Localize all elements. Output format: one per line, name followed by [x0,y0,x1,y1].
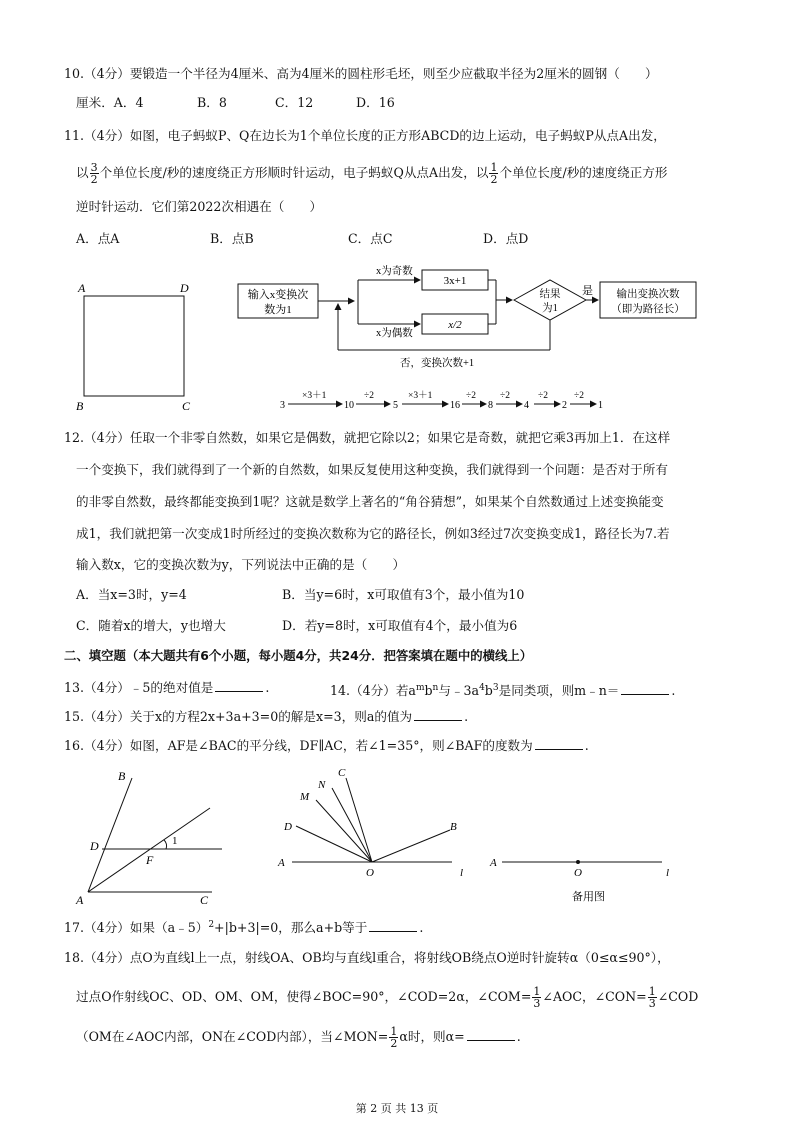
fig18-label-n: N [318,779,326,791]
q18-line3-post: α时，则α= [399,1029,465,1044]
fig16-label-d: D [90,839,99,853]
q14-sup2: n [432,683,439,693]
q13-text: 13.（4分）﹣5的绝对值是 [64,680,214,695]
q12-line5: 输入数x，它的变换次数为y，下列说法中正确的是（ ） [76,557,406,572]
square-label-a: A [78,281,86,295]
q12-line1: 12.（4分）任取一个非零自然数，如果它是偶数，就把它除以2；如果它是奇数，就把它乘3再加上1．在这样 [64,430,671,445]
q18-fracA-den: 3 [533,997,541,1010]
q10-line2 [76,95,143,111]
chain-num-5: 4 [524,400,529,411]
flow-input-line2: 数为1 [264,304,292,316]
fig16-label-a: A [76,893,84,907]
spare-label-a: A [490,857,497,869]
chain-op-1: ÷2 [364,391,374,401]
q17-pre: 17.（4分）如果（a﹣5） [64,920,209,936]
flow-input-line1: 输入x变换次 [247,289,309,301]
q18-fracA-num: 1 [533,985,541,998]
page-footer: 第 2 页 共 13 页 [355,1102,439,1115]
ray-oc [346,778,372,862]
flow-yes-label: 是 [582,285,593,297]
q11-frac1-num: 3 [90,161,98,174]
fig18-label-b: B [450,821,457,833]
q13 [64,680,269,696]
fig18-label-l: l [460,867,464,879]
q18-fracB-num: 1 [648,985,656,998]
q18-end: . [516,1029,521,1044]
q12-line2: 一个变换下，我们就得到了一个新的自然数，如果反复使用这种变换，我们就得到一个问题：是否对于所有 [76,462,668,477]
q10-option-a: A．4 [113,95,144,110]
q11-option-a: A．点A [76,231,120,246]
spare-label-l: l [666,867,670,879]
q11-frac2-num: 1 [490,161,498,174]
q15-end: . [464,709,469,724]
q11-line2-mid: 个单位长度/秒的速度绕正方形顺时针运动，电子蚂蚁Q从点A出发，以 [99,165,489,180]
q18-line2-post: ∠COD [657,989,699,1004]
q17-end: . [419,920,424,936]
q12-option-d: D．若y=8时，x可取值有4个，最小值为6 [282,618,518,633]
q12-line3: 的非零自然数，最终都能变换到1呢？这就是数学上著名的“角谷猜想”，如果某个自然数通过上述变换能变 [76,494,664,509]
q15 [64,709,468,725]
chain-op-6: ÷2 [574,391,584,401]
square-label-d: D [180,281,189,295]
q14-sup3: 4 [479,683,485,693]
chain-num-1: 10 [344,400,354,411]
q17 [64,917,423,936]
q12-option-c: C．随着x的增大，y也增大 [76,618,226,633]
fig18-label-m: M [300,791,310,803]
q11-line1: 11.（4分）如图，电子蚂蚁P、Q在边长为1个单位长度的正方形ABCD的边上运动，电子蚂蚁P从点A出发， [64,128,666,143]
square-label-c: C [182,399,191,413]
q14-end: . [671,683,676,699]
q15-answer-blank[interactable] [414,709,462,721]
spare-caption: 备用图 [572,891,605,903]
figure-16 [70,764,240,909]
q18-fracB-den: 3 [648,997,656,1010]
spare-point-o [576,860,580,864]
q10-line1: 10.（4分）要锻造一个半径为4厘米、高为4厘米的圆柱形毛坯，则至少应截取半径为2厘米的圆钢（ ） [64,66,658,81]
chain-num-3: 16 [450,400,460,411]
q14-sup4: 3 [492,683,499,693]
q18-fracC-num: 1 [390,1025,398,1038]
chain-num-6: 2 [562,400,567,411]
square-label-b: B [76,399,84,413]
q10-option-d: D．16 [356,95,395,110]
flow-output-line1: 输出变换次数 [616,289,680,300]
q11-option-c: C．点C [348,231,393,246]
q14-answer-blank[interactable] [621,683,669,695]
q18-line2-pre: 过点O作射线OC、OD、OM、OM，使得∠BOC=90°，∠COD=2α，∠COM= [76,989,532,1004]
fig16-label-b: B [118,769,126,783]
q11-line2-post: 个单位长度/秒的速度绕正方形 [499,165,668,180]
fig16-label-f: F [146,853,154,867]
q17-answer-blank[interactable] [369,920,417,932]
q18-line2-mid: ∠AOC，∠CON= [542,989,647,1004]
flow-no-loop-label: 否，变换次数+1 [400,358,475,369]
fig16-label-c: C [200,893,209,907]
q14-tail: 是同类项，则m﹣n＝ [498,683,620,699]
chain-num-7: 1 [598,400,603,411]
q14-mid2: 与﹣3a [438,683,480,699]
chain-op-2: ×3＋1 [408,391,433,401]
chain-op-0: ×3＋1 [302,391,327,401]
chain-num-4: 8 [488,400,493,411]
q10-option-c: C．12 [275,95,314,110]
q14-sup1: m [415,683,425,693]
q18-fraction-b [648,986,657,1009]
q11-line2 [76,162,667,185]
square-abcd [84,296,184,396]
collatz-flowchart [230,258,710,418]
q11-frac1-den: 2 [90,173,98,186]
chain-num-2: 5 [393,400,398,411]
flow-even-op: x/2 [448,319,462,331]
q17-post: +|b+3|=0，那么a+b等于 [214,920,368,936]
line-ab [88,778,132,892]
fig16-angle-1: 1 [172,835,178,847]
square-figure [70,276,200,416]
q13-answer-blank[interactable] [215,680,263,692]
chain-num-0: 3 [280,400,285,411]
q11-option-d: D．点D [483,231,529,246]
q10-option-b: B．8 [197,95,227,110]
spare-label-o: O [574,867,582,879]
q18-line3 [76,1026,521,1049]
q15-text: 15.（4分）关于x的方程2x+3a+3=0的解是x=3，则a的值为 [64,709,413,724]
q14-text: 14.（4分）若a [330,683,416,699]
q12-option-b: B．当y=6时，x可取值有3个，最小值为10 [282,587,525,602]
q11-option-b: B．点B [210,231,254,246]
flow-decision-diamond [514,280,586,320]
ray-od [296,826,372,862]
q11-fraction-1 [90,162,99,185]
ray-ob [372,830,450,862]
q11-fraction-2 [489,162,498,185]
q16-end: . [584,738,589,753]
q18-fracC-den: 2 [390,1037,398,1050]
fig18-label-c: C [338,767,346,779]
q11-line2-pre: 以 [76,165,89,180]
q12-line4: 成1，我们就把第一次变成1时所经过的变换次数称为它的路径长，例如3经过7次变换变成1，路径长为7.若 [76,526,670,541]
flow-odd-op: 3x+1 [443,275,467,287]
chain-op-3: ÷2 [466,391,476,401]
q18-line1: 18.（4分）点O为直线l上一点，射线OA、OB均与直线l重合，将射线OB绕点O逆时针旋转α（0≤α≤90°）， [64,950,670,965]
q18-fraction-c [389,1026,398,1049]
flow-even-label: x为偶数 [376,328,413,339]
q16-answer-blank[interactable] [535,738,583,750]
q14-mid1: b [424,683,433,699]
q18-line3-pre: （OM在∠AOC内部，ON在∠COD内部），当∠MON= [76,1029,389,1044]
figure-18 [270,764,480,884]
q10-unit: 厘米． [76,95,114,110]
flow-decision-line1: 结果 [539,289,561,300]
q11-frac2-den: 2 [490,173,498,186]
fig18-label-d: D [284,821,292,833]
q14-mid3: b [484,683,493,699]
q18-line2 [76,986,698,1009]
q16-text: 16.（4分）如图，AF是∠BAC的平分线，DF∥AC，若∠1=35°，则∠BAF的度数为 [64,738,533,753]
q17-sup: 2 [208,920,215,930]
chain-op-4: ÷2 [500,391,510,401]
q18-fraction-a [532,986,541,1009]
flow-output-line2: （即为路径长） [611,304,685,315]
q16 [64,738,589,754]
figure-18-spare [484,846,684,904]
flow-decision-line2: 为1 [542,303,558,314]
q12-option-a: A．当x=3时，y=4 [76,587,187,602]
fig18-label-a: A [278,857,285,869]
section-2-heading: 二、填空题（本大题共有6个小题，每小题4分，共24分．把答案填在题中的横线上） [64,648,533,663]
flow-odd-label: x为奇数 [376,266,413,277]
fig18-label-o: O [366,867,374,879]
chain-op-5: ÷2 [538,391,548,401]
q14 [330,680,675,699]
line-af [88,808,210,892]
q13-end: . [265,680,270,695]
q18-answer-blank[interactable] [467,1029,515,1041]
q11-line3: 逆时针运动．它们第2022次相遇在（ ） [76,199,323,214]
